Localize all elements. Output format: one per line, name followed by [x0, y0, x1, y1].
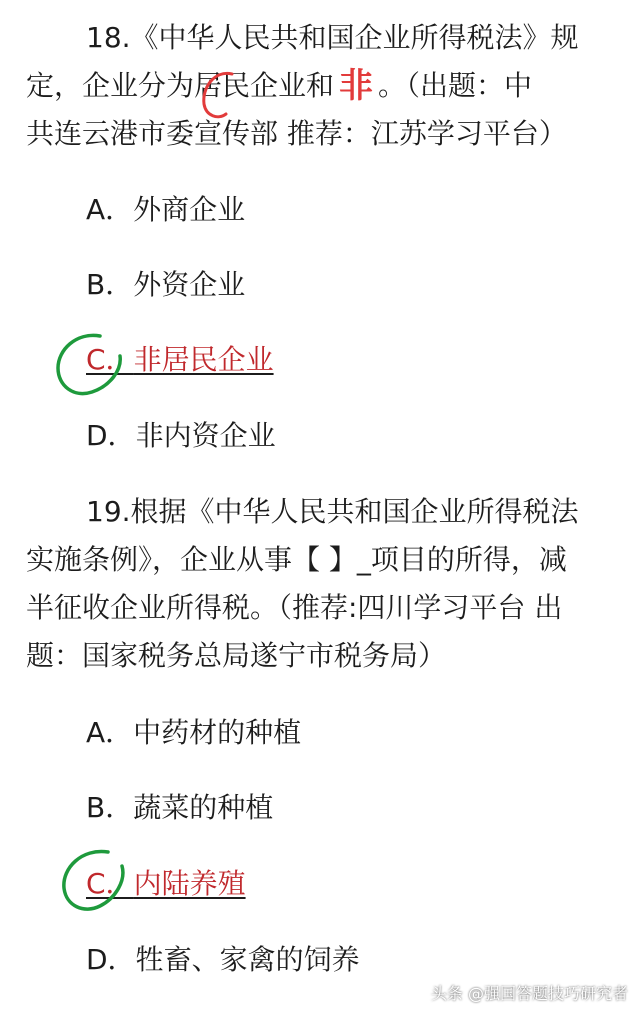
option-text: 外资企业	[133, 268, 246, 301]
q18-option-d	[86, 416, 276, 456]
q19-line-4: 题：国家税务总局遂宁市税务局）	[26, 639, 447, 672]
option-text: 蔬菜的种植	[133, 791, 274, 824]
q19-option-d	[86, 940, 360, 980]
q18-option-a	[86, 190, 245, 230]
q18-line-2-end: 。（出题：中	[378, 69, 533, 102]
option-letter: D．	[86, 419, 136, 452]
option-letter: A．	[86, 193, 134, 226]
q18-option-c-correct	[86, 340, 274, 380]
q19-option-b	[86, 788, 273, 828]
option-text: 非内资企业	[135, 419, 276, 452]
q19-option-a	[86, 713, 301, 753]
q19-line-1: 19.根据《中华人民共和国企业所得税法	[86, 495, 579, 528]
option-text: 中药材的种植	[133, 716, 302, 749]
q19-line-3: 半征收企业所得税。（推荐:四川学习平台 出	[26, 591, 563, 624]
option-text: 外商企业	[133, 193, 246, 226]
option-text: 内陆养殖	[133, 867, 246, 900]
q18-line-2	[26, 66, 532, 106]
option-letter: B．	[86, 268, 134, 301]
q18-line-2-start: 定，企业分为居民企业和	[26, 69, 335, 102]
option-text: 非居民企业	[133, 343, 274, 376]
option-letter: D．	[86, 943, 136, 976]
q18-line-3: 共连云港市委宣传部 推荐：江苏学习平台）	[26, 117, 567, 150]
q18-handwritten-fill: 非	[339, 66, 374, 106]
option-letter: C．	[86, 343, 134, 376]
q18-option-b	[86, 265, 245, 305]
watermark-footer: 头条 @强国答题技巧研究者	[430, 984, 628, 1003]
option-letter: C．	[86, 867, 134, 900]
option-letter: A．	[86, 716, 134, 749]
option-text: 牲畜、家禽的饲养	[135, 943, 360, 976]
option-letter: B．	[86, 791, 134, 824]
q19-line-2: 实施条例》，企业从事【 】_项目的所得，减	[26, 543, 567, 576]
q18-line-1: 18.《中华人民共和国企业所得税法》规	[86, 21, 579, 54]
q19-option-c-correct	[86, 864, 246, 904]
